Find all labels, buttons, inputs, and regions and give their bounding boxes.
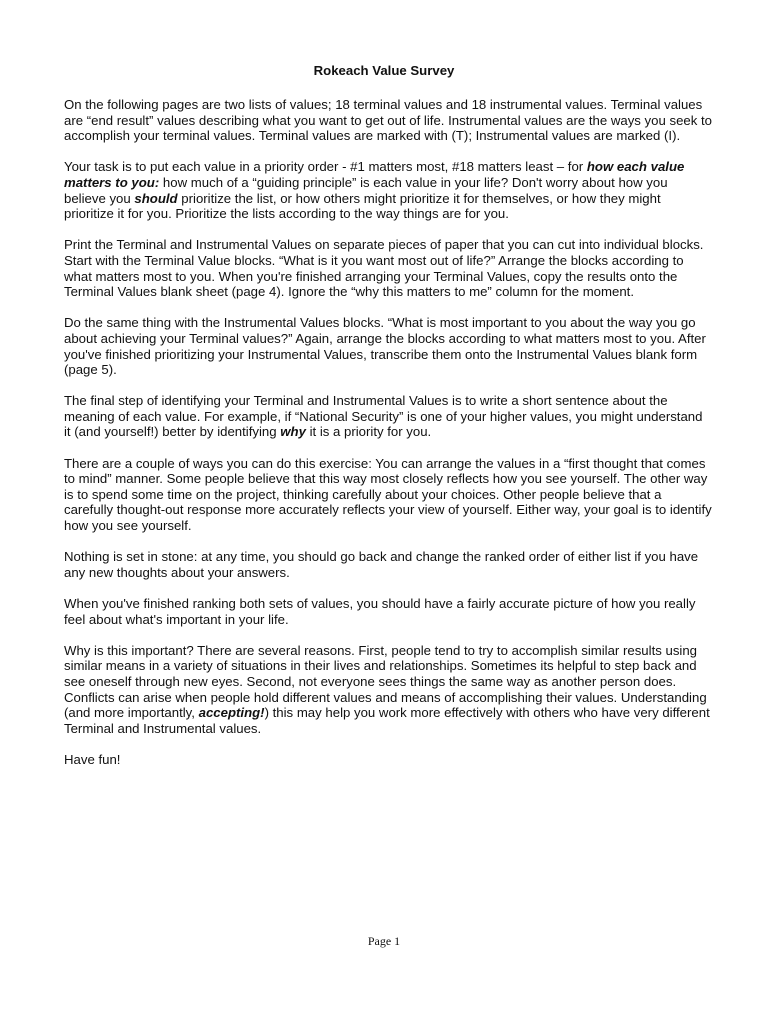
- paragraph-instrumental-blocks: Do the same thing with the Instrumental Values blocks. “What is most important to you about the way you go about achieving your Terminal values?” Again, arrange the blocks according to what matters most to you. After you've finished prioritizing your Instrumental Values, transcribe them onto the Instrumental Values blank form (page 5).: [64, 315, 706, 378]
- document-body: [64, 97, 712, 783]
- task-text-1: Your task is to put each value in a priority order - #1 matters most, #18 matters least – for: [64, 159, 587, 175]
- paragraph-why-important: [64, 643, 712, 737]
- task-text-2: how much of a “guiding principle” is each value in your life? Don't worry about how you believe you: [64, 174, 668, 206]
- why-text-1: Why is this important? There are several reasons. First, people tend to try to accomplish similar results using similar means in a variety of situations in their lives and relationships. Sometimes its helpful to step back and see oneself through new eyes. Second, not everyone sees things the same way as another person does. Conflicts can arise when people hold different values and means of accomplishing their values. Understanding (and more importantly,: [64, 642, 707, 721]
- paragraph-have-fun: Have fun!: [64, 751, 121, 767]
- page-number: Page 1: [367, 934, 401, 948]
- paragraph-task: [64, 159, 712, 221]
- paragraph-final-step: [64, 393, 712, 440]
- paragraph-intro: On the following pages are two lists of values; 18 terminal values and 18 instrumental values. Terminal values are “end result” values describing what you want to get out of life. Instrumental values are the ways you seek to accomplish your terminal values. Terminal values are marked with (T); Instrumental values are marked (I).: [64, 97, 712, 144]
- final-step-text-2: it is a priority for you.: [305, 424, 432, 440]
- task-emphasis-how-each: how each value matters to you:: [64, 159, 685, 190]
- why-text-2: ) this may help you work more effectively with others who have very different Terminal and Instrumental values.: [64, 705, 710, 736]
- final-step-emphasis-why: why: [280, 424, 306, 440]
- task-text-3: prioritize the list, or how others might prioritize it for themselves, or how they might prioritize it for you. Prioritize the lists according to the way things are for you.: [64, 190, 661, 222]
- paragraph-stone: Nothing is set in stone: at any time, you should go back and change the ranked order of either list if you have any new thoughts about your answers.: [64, 549, 699, 580]
- document-title: Rokeach Value Survey: [313, 63, 455, 78]
- why-emphasis-accepting: accepting!: [198, 705, 265, 721]
- paragraph-ways: There are a couple of ways you can do this exercise: You can arrange the values in a “first thought that comes to mind” manner. Some people believe that this way most closely reflects how you see yourself. The other way is to spend some time on the project, thinking carefully about your choices. Other people believe that a carefully thought-out response more accurately reflects your view of yourself. Either way, your goal is to identify how you see yourself.: [64, 455, 712, 534]
- paragraph-finished: When you've finished ranking both sets of values, you should have a fairly accurate picture of how you really feel about what's important in your life.: [64, 596, 696, 627]
- paragraph-terminal-blocks: Print the Terminal and Instrumental Values on separate pieces of paper that you can cut into individual blocks. Start with the Terminal Value blocks. “What is it you want most out of life?” Arrange the blocks according to what matters most to you. When you're finished arranging your Terminal Values, copy the results onto the Terminal Values blank sheet (page 4). Ignore the “why this matters to me” column for the moment.: [64, 237, 704, 300]
- task-emphasis-should: should: [134, 190, 178, 206]
- final-step-text-1: The final step of identifying your Terminal and Instrumental Values is to write a short sentence about the meaning of each value. For example, if “National Security” is one of your higher values, you might understand it (and yourself!) better by identifying: [64, 393, 703, 440]
